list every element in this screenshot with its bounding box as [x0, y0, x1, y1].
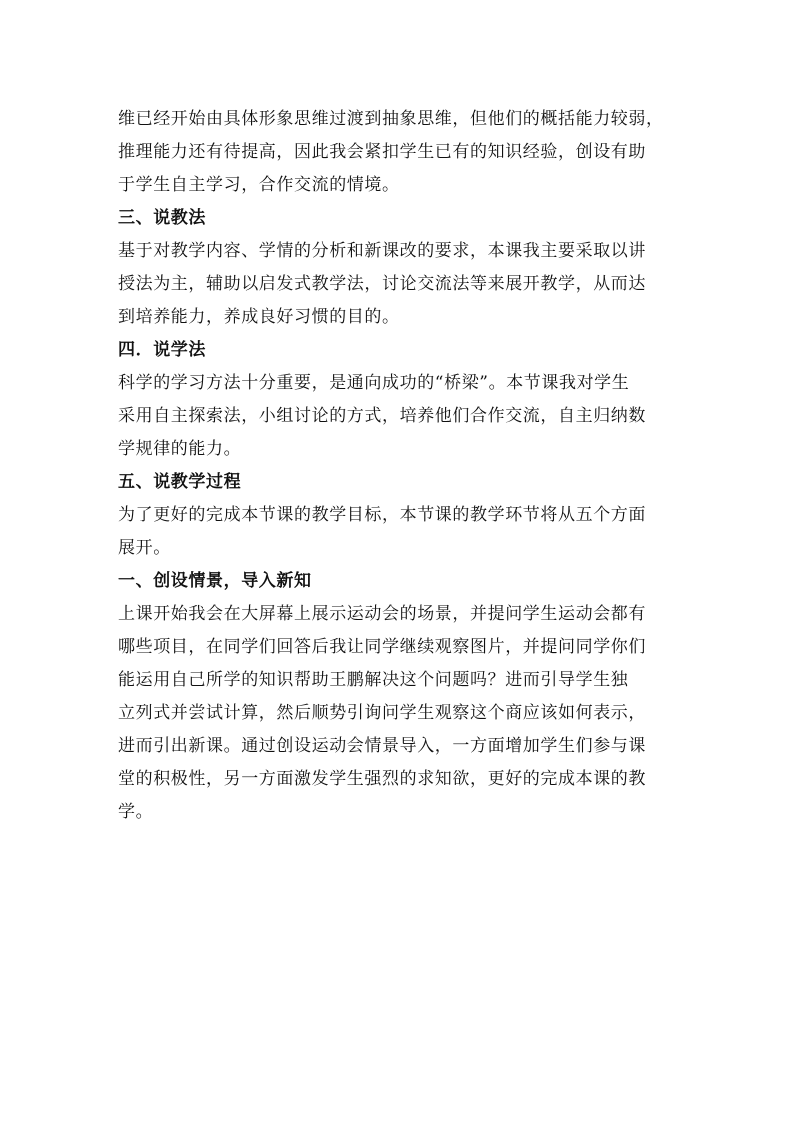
section-heading-learning-method: 四．说学法 — [118, 340, 206, 360]
subsection-heading-intro: 一、创设情景，导入新知 — [118, 571, 312, 591]
section-heading-teaching-method: 三、说教法 — [118, 208, 206, 228]
paragraph-line: 哪些项目，在同学们回答后我让同学继续观察图片，并提问同学你们 — [118, 637, 646, 657]
paragraph-line: 于学生自主学习，合作交流的情境。 — [118, 175, 400, 195]
paragraph-line: 立列式并尝试计算，然后顺势引询问学生观察这个商应该如何表示， — [118, 703, 646, 723]
paragraph-line: 推理能力还有待提高，因此我会紧扣学生已有的知识经验，创设有助 — [118, 142, 646, 162]
paragraph-line: 采用自主探索法，小组讨论的方式，培养他们合作交流，自主归纳数 — [118, 406, 646, 426]
paragraph-line: 进而引出新课。通过创设运动会情景导入，一方面增加学生们参与课 — [118, 736, 646, 756]
document-body — [118, 103, 698, 829]
paragraph-line: 学。 — [118, 802, 154, 822]
paragraph-line: 基于对教学内容、学情的分析和新课改的要求，本课我主要采取以讲 — [118, 241, 646, 261]
paragraph-line: 维已经开始由具体形象思维过渡到抽象思维，但他们的概括能力较弱， — [118, 109, 664, 129]
paragraph-line: 能运用自己所学的知识帮助王鹏解决这个问题吗？进而引导学生独 — [118, 670, 629, 690]
paragraph-line: 堂的积极性，另一方面激发学生强烈的求知欲，更好的完成本课的教 — [118, 769, 646, 789]
paragraph-line: 到培养能力，养成良好习惯的目的。 — [118, 307, 400, 327]
paragraph-line: 为了更好的完成本节课的教学目标，本节课的教学环节将从五个方面 — [118, 505, 646, 525]
paragraph-line: 科学的学习方法十分重要，是通向成功的“桥梁”。本节课我对学生 — [118, 373, 630, 393]
paragraph-line: 学规律的能力。 — [118, 439, 242, 459]
paragraph-line: 授法为主，辅助以启发式教学法，讨论交流法等来展开教学，从而达 — [118, 274, 646, 294]
section-heading-teaching-process: 五、说教学过程 — [118, 472, 242, 492]
paragraph-line: 展开。 — [118, 538, 171, 558]
paragraph-line: 上课开始我会在大屏幕上展示运动会的场景，并提问学生运动会都有 — [118, 604, 646, 624]
